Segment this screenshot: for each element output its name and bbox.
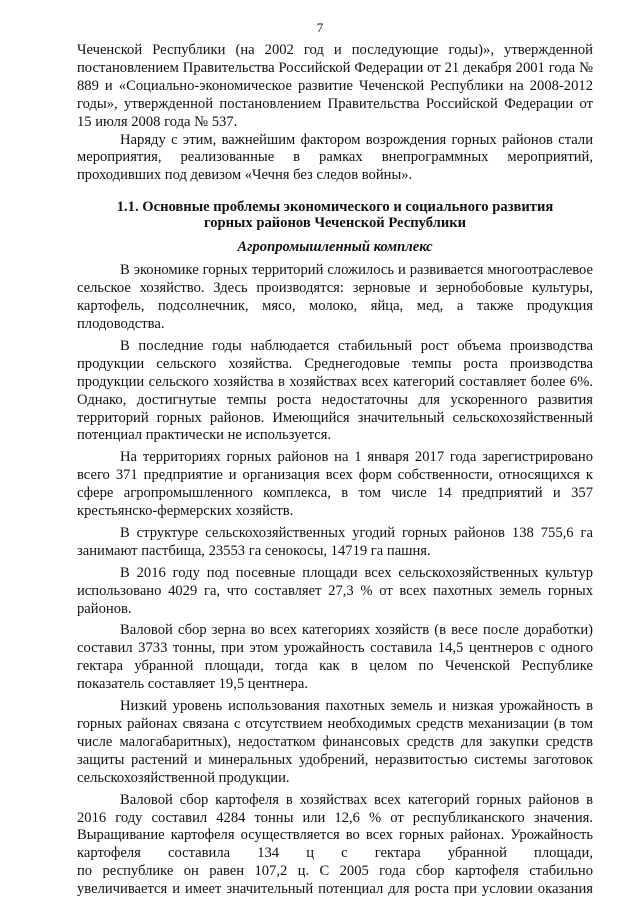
section-heading xyxy=(77,199,593,231)
paragraph-grain-harvest: Валовой сбор зерна во всех категориях хозяйств (в весе после доработки) составил 3733 тонны, при этом урожайность составила 14,5 центнеров с одного гектара убранной площади, тогда как в целом по Чеченской Республике показатель составляет 19,5 центнера. xyxy=(77,622,593,693)
potato-line: по республике он равен 107,2 ц. С 2005 года сбор картофеля стабильно xyxy=(77,863,593,880)
potato-line: 2016 году составил 4284 тонны или 12,6 % от республиканского значения. xyxy=(77,809,593,826)
section-heading-line-2: горных районов Чеченской Республики xyxy=(203,215,467,232)
page-number: 7 xyxy=(316,20,324,35)
paragraph-low-yield: Низкий уровень использования пахотных земель и низкая урожайность в горных районах связана с отсутствием необходимых средств механизации (в том числе малогабаритных), недостатком финансовых средств для закупки средств защиты растений и минеральных удобрений, неразвитостью системы заготовок сельскохозяйственной продукции. xyxy=(77,698,593,786)
subheading-agro-complex: Агропромышленный комплекс xyxy=(237,239,433,256)
potato-line: увеличивается и имеет значительный потенциал для роста при условии оказания xyxy=(77,881,593,898)
potato-line: картофеля составила 134 ц с гектара убранной площади, xyxy=(77,845,593,862)
paragraph-enterprises: На территориях горных районов на 1 января 2017 года зарегистрировано всего 371 предприятие и организация всех форм собственности, относящихся к сфере агропромышленного комплекса, в том числе 14 предприятий и 357 крестьянско-фермерских хозяйств. xyxy=(77,449,593,520)
paragraph-production-growth: В последние годы наблюдается стабильный рост объема производства продукции сельского хозяйства. Среднегодовые темпы роста производства продукции сельского хозяйства в хозяйствах всех категорий составляет более 6%. Однако, достигнутые темпы роста недостаточны для ускоренного развития территорий горных районов. Имеющийся значительный сельскохозяйственный потенциал практически не используется. xyxy=(77,337,593,444)
page-content xyxy=(77,42,593,899)
paragraph-sown-area: В 2016 году под посевные площади всех сельскохозяйственных культур использовано 4029 га, что составляет 27,3 % от всех пахотных земель горных районов. xyxy=(77,564,593,617)
paragraph-war-recovery: Наряду с этим, важнейшим фактором возрождения горных районов стали мероприятия, реализованные в рамках внепрограммных мероприятий, проходивших под девизом «Чечня без следов войны». xyxy=(77,131,593,184)
paragraph-agriculture-overview: В экономике горных территорий сложилось и развивается многоотраслевое сельское хозяйство. Здесь производятся: зерновые и зернобобовые культуры, картофель, подсолнечник, мясо, молоко, яйца, мед, а также продукция плодоводства. xyxy=(77,262,593,332)
paragraph-land-structure: В структуре сельскохозяйственных угодий горных районов 138 755,6 га занимают пастбища, 23553 га сенокосы, 14719 га пашня. xyxy=(77,524,593,559)
section-heading-line-1: 1.1. Основные проблемы экономического и социального развития xyxy=(116,199,554,216)
potato-line: Выращивание картофеля осуществляется во всех горных районах. Урожайность xyxy=(77,827,593,844)
potato-line: Валовой сбор картофеля в хозяйствах всех категорий горных районов в xyxy=(120,791,593,808)
paragraph-potato-harvest xyxy=(77,792,593,899)
paragraph-continuation: Чеченской Республики (на 2002 год и последующие годы)», утвержденной постановлением Правительства Российской Федерации от 21 декабря 2001 года № 889 и «Социально-экономическое развитие Чеченской Республики на 2008-2012 годы», утвержденной постановлением Правительства Российской Федерации от 15 июля 2008 года № 537. xyxy=(77,42,593,130)
